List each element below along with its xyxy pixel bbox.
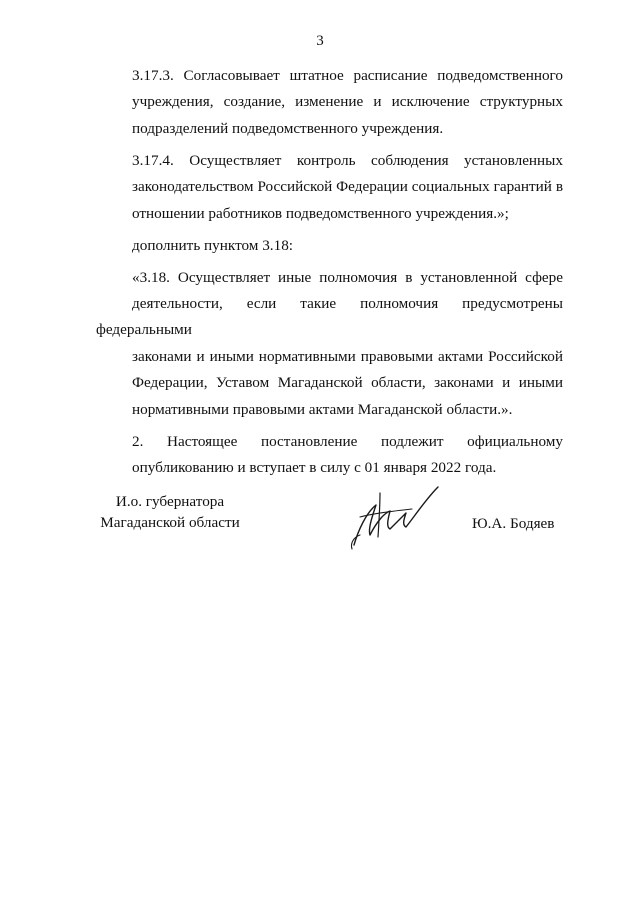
text-line: Федерации, Уставом Магаданской области, законами и иными (132, 374, 563, 392)
paragraph-item-2 (96, 429, 563, 482)
text-line: опубликованию и вступает в силу с 01 января 2022 года. (132, 459, 497, 477)
signatory-title (98, 491, 242, 533)
text-line: 2. Настоящее постановление подлежит официальному (132, 432, 563, 450)
paragraph-3-17-3 (96, 63, 563, 142)
paragraph-add-point (96, 233, 563, 259)
text-line: «3.18. Осуществляет иные полномочия в установленной сфере (132, 268, 563, 286)
text-line: учреждения, создание, изменение и исключение структурных (132, 93, 563, 111)
paragraph-3-17-4 (96, 148, 563, 227)
text-line: отношении работников подведомственного учреждения.»; (132, 204, 509, 222)
text-line: деятельности, если такие полномочия предусмотрены федеральными (96, 295, 563, 339)
signatory-title-line: И.о. губернатора (115, 493, 225, 510)
text-line: нормативными правовыми актами Магаданской области.». (132, 400, 513, 418)
document-body (96, 63, 563, 487)
page-number: 3 (316, 33, 324, 49)
text-line: подразделений подведомственного учреждения. (132, 119, 444, 137)
text-line: 3.17.4. Осуществляет контроль соблюдения установленных (132, 151, 563, 169)
text-line: законами и иными нормативными правовыми актами Российской (132, 347, 563, 365)
signatory-name: Ю.А. Бодяев (472, 515, 555, 532)
text-line: 3.17.3. Согласовывает штатное расписание подведомственного (132, 67, 563, 84)
signatory-title-line: Магаданской области (100, 514, 240, 531)
signature-block (0, 491, 640, 571)
handwritten-signature (346, 483, 446, 553)
text-line: законодательством Российской Федерации социальных гарантий в (132, 178, 563, 196)
paragraph-3-18 (96, 265, 563, 423)
text-line: дополнить пунктом 3.18: (132, 236, 294, 254)
